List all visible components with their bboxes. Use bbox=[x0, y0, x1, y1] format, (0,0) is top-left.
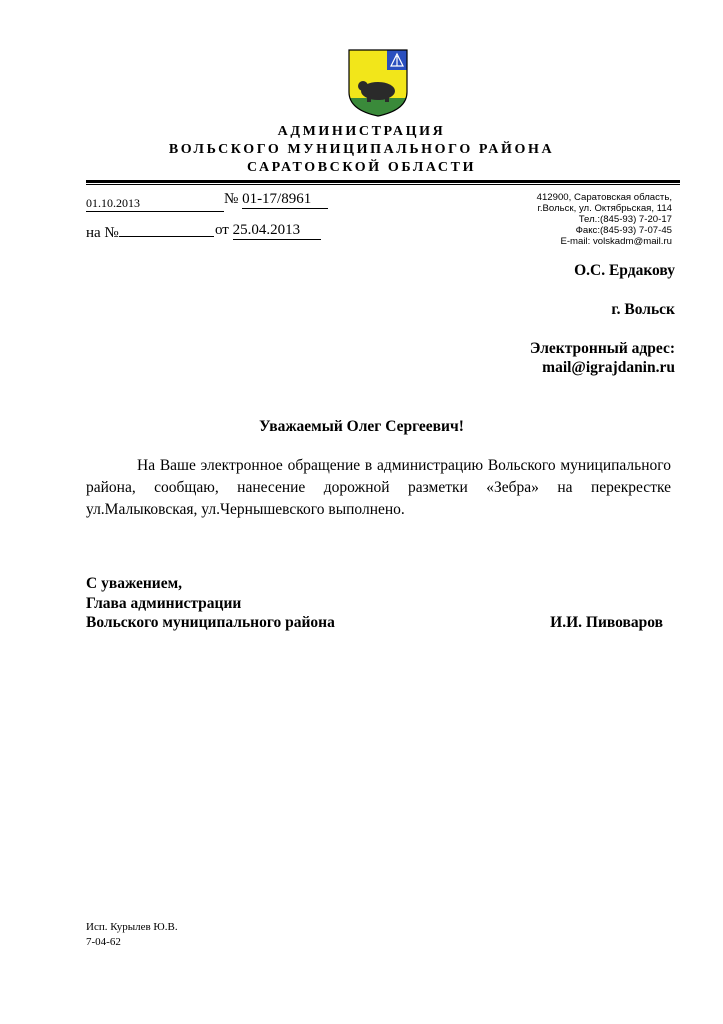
contact-phone: Тел.:(845-93) 7-20-17 bbox=[578, 214, 672, 225]
header-line-3: САРАТОВСКОЙ ОБЛАСТИ bbox=[246, 160, 477, 175]
contact-street: г.Вольск, ул. Октябрьская, 114 bbox=[537, 203, 672, 214]
contact-address: 412900, Саратовская область, bbox=[536, 192, 672, 203]
coat-of-arms-emblem bbox=[347, 48, 409, 118]
reg-ref-field bbox=[86, 222, 214, 242]
reg-number-field bbox=[224, 191, 328, 209]
signature-position-2: Вольского муниципального района bbox=[86, 614, 335, 631]
reg-ref-date-field bbox=[215, 222, 321, 240]
signature-regards: С уважением, bbox=[86, 575, 183, 592]
contact-block bbox=[537, 192, 672, 247]
header-line-2: ВОЛЬСКОГО МУНИЦИПАЛЬНОГО РАЙОНА bbox=[168, 142, 555, 157]
reg-ref-number-blank bbox=[119, 222, 214, 237]
reg-date: 01.10.2013 bbox=[86, 196, 224, 212]
signature-position-1: Глава администрации bbox=[86, 595, 242, 612]
reg-number: 01-17/8961 bbox=[242, 191, 328, 209]
letter-body: На Ваше электронное обращение в администрацию Вольского муниципального района, сообщаю, нанесение дорожной разметки «Зебра» на перекрестке ул.Малыковская, ул.Чернышевского выполнено. bbox=[86, 457, 671, 518]
reg-ref-label: на № bbox=[86, 225, 119, 241]
reg-ref-from-label: от bbox=[215, 222, 229, 238]
signature-name: И.И. Пивоваров bbox=[550, 614, 663, 631]
reg-number-label: № bbox=[224, 191, 239, 207]
header-line-1: АДМИНИСТРАЦИЯ bbox=[277, 124, 446, 139]
contact-fax: Факс:(845-93) 7-07-45 bbox=[575, 225, 672, 236]
reg-ref-date: 25.04.2013 bbox=[233, 222, 321, 240]
contact-email: E-mail: volskadm@mail.ru bbox=[560, 236, 672, 247]
recipient-name: О.С. Ердакову bbox=[574, 262, 675, 279]
recipient-email: mail@igrajdanin.ru bbox=[542, 359, 675, 376]
header-rule-thick bbox=[86, 180, 680, 183]
recipient-email-label: Электронный адрес: bbox=[529, 340, 675, 357]
salutation: Уважаемый Олег Сергеевич! bbox=[259, 418, 464, 435]
recipient-city: г. Вольск bbox=[611, 301, 675, 318]
reg-date-field bbox=[86, 196, 224, 212]
header-rule-thin bbox=[86, 184, 680, 185]
footer-executor: Исп. Курылев Ю.В. bbox=[86, 921, 178, 933]
footer-phone: 7-04-62 bbox=[86, 936, 121, 948]
